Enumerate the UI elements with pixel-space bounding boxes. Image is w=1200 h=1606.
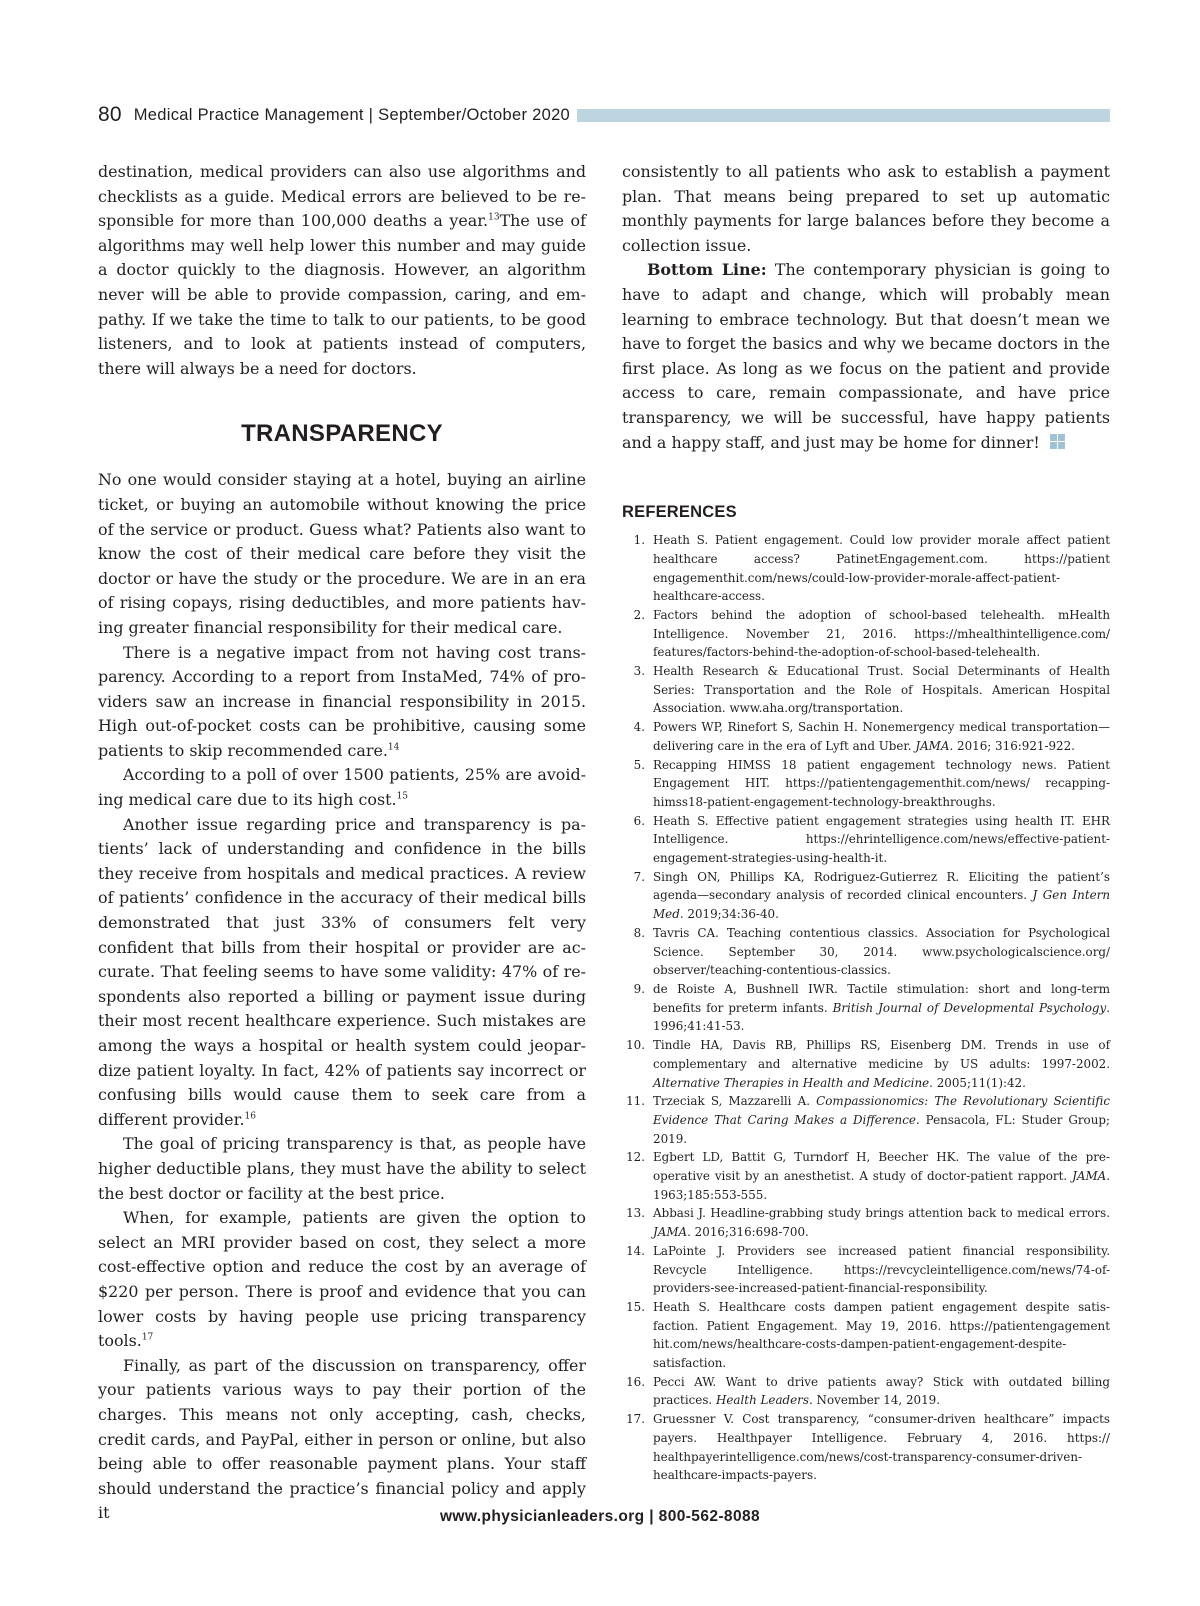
reference-item bbox=[622, 1298, 1110, 1373]
reference-number: 10. bbox=[626, 1038, 645, 1053]
reference-item bbox=[622, 531, 1110, 606]
reference-source-italic: Health Leaders. bbox=[716, 1393, 813, 1408]
reference-item bbox=[622, 1373, 1110, 1410]
reference-number: 1. bbox=[633, 533, 645, 548]
reference-item bbox=[622, 662, 1110, 718]
page-number: 80 bbox=[98, 103, 122, 126]
reference-number: 17. bbox=[626, 1412, 645, 1427]
citation-17: 17 bbox=[141, 1332, 154, 1343]
reference-item bbox=[622, 868, 1110, 924]
reference-text: Health Research & Educational Trust. Social Determinants of Health Series: Transportation and the Role of Hospitals. American Hospital Association. www.aha.org/transportation. bbox=[653, 664, 1110, 716]
reference-item bbox=[622, 718, 1110, 755]
references-heading: REFERENCES bbox=[622, 503, 737, 522]
reference-text: Tavris CA. Teaching contentious classics. Association for Psychological Science. September 30, 2014. www.psychologicalscience.org/ observer/teaching-contentious-classics. bbox=[653, 925, 1110, 978]
section-heading-transparency: TRANSPARENCY bbox=[241, 420, 443, 448]
reference-text: Trzeciak S, Mazzarelli A. Compassionomics: The Revolutionary Scientific Evidence That Caring Makes a Difference. Pensacola, FL: Studer Group; 2019. bbox=[653, 1094, 1110, 1146]
reference-source-italic: Alternative Therapies in Health and Medicine bbox=[653, 1075, 930, 1090]
reference-number: 5. bbox=[633, 757, 645, 772]
header-rule bbox=[577, 109, 1110, 122]
reference-source-italic: Compassionomics: The Revolutionary Scientific Evidence That Caring Makes a Difference. bbox=[653, 1094, 1110, 1127]
reference-text: Singh ON, Phillips KA, Rodriguez-Gutierrez R. Eliciting the patient’s agenda—secondary analysis of recorded clinical encounters. J Gen Intern Med. 2019;34:36-40. bbox=[653, 869, 1110, 922]
paragraph-pricing-goal: The goal of pricing transparency is that, as people have higher deductible plans, they must have the ability to select the best doctor or facility at the best price. bbox=[98, 1134, 586, 1203]
reference-number: 15. bbox=[626, 1299, 645, 1314]
reference-source-italic: JAMA bbox=[915, 738, 950, 753]
reference-item bbox=[622, 812, 1110, 868]
citation-16: 16 bbox=[244, 1111, 256, 1122]
left-column bbox=[98, 160, 586, 1526]
reference-item bbox=[622, 756, 1110, 812]
reference-text: Abbasi J. Headline-grabbing study brings attention back to medical errors. JAMA. 2016;316:698-700. bbox=[653, 1206, 1110, 1240]
reference-text: LaPointe J. Providers see increased patient financial responsibility. Revcycle Intelligence. https://revcycleintelligence.com/news/74-of-providers-see-increased-patient-financial-responsibility. bbox=[653, 1243, 1110, 1296]
reference-source-italic: British Journal of Developmental Psychology bbox=[832, 1000, 1107, 1015]
reference-text: Tindle HA, Davis RB, Phillips RS, Eisenberg DM. Trends in use of complementary and alternative medicine by US adults: 1997-2002. Alternative Therapies in Health and Medicine. 2005;11(1):42. bbox=[653, 1038, 1110, 1090]
paragraph-payment-plan: consistently to all patients who ask to establish a payment plan. That means being prepared to set up automatic monthly payments for large balances before they become a collection issue. bbox=[622, 162, 1110, 255]
reference-source-italic: JAMA bbox=[1072, 1169, 1107, 1184]
reference-text: Egbert LD, Battit G, Turndorf H, Beecher HK. The value of the preoperative visit by an anesthetist. A study of doctor-patient rapport. JAMA. 1963;185:553-555. bbox=[653, 1150, 1110, 1202]
reference-number: 12. bbox=[626, 1150, 645, 1165]
reference-source-italic: J Gen Intern Med bbox=[653, 888, 1110, 922]
reference-text: Heath S. Effective patient engagement strategies using health IT. EHR Intelligence. https://ehrintelligence.com/news/effective-patient-engagement-strategies-using-health-it. bbox=[653, 813, 1110, 866]
reference-text: Factors behind the adoption of school-based telehealth. mHealth Intelligence. November 21, 2016. https://mhealthintelligence.com/ features/factors-behind-the-adoption-of-school-based-telehealth. bbox=[653, 607, 1110, 660]
references-list bbox=[622, 531, 1110, 1485]
reference-number: 14. bbox=[626, 1243, 645, 1258]
paragraph-price-knowledge: No one would consider staying at a hotel, buying an airline ticket, or buying an automobile without knowing the price of the service or product. Guess what? Patients also want to know the cost of their medical care before they visit the doctor or have the study or the procedure. We are in an era of rising copays, rising deductibles, and more patients having greater financial responsibility for their medical care. bbox=[98, 470, 586, 637]
right-column bbox=[622, 160, 1110, 1485]
end-of-article-squares-icon bbox=[1050, 434, 1065, 449]
citation-15: 15 bbox=[396, 791, 409, 802]
reference-number: 8. bbox=[633, 925, 645, 940]
paragraph-mri-example: When, for example, patients are given the option to select an MRI provider based on cost, they select a more cost-effective option and reduce the cost by an average of $220 per person. There is proof and evidence that you can lower costs by having people use pricing transparency tools.$^{17}$ bbox=[98, 1208, 586, 1351]
page-header bbox=[98, 100, 1110, 130]
reference-number: 7. bbox=[633, 869, 645, 884]
citation-14: 14 bbox=[387, 742, 400, 753]
reference-item bbox=[622, 924, 1110, 980]
paragraph-poll: According to a poll of over 1500 patients, 25% are avoiding medical care due to its high cost.$^{15}$ bbox=[98, 765, 586, 810]
reference-item bbox=[622, 1410, 1110, 1485]
reference-text: Recapping HIMSS 18 patient engagement technology news. Patient Engagement HIT. https://patientengagementhit.com/news/ recapping-himss18-patient-engagement-technology-breakthroughs. bbox=[653, 757, 1110, 809]
reference-text: de Roiste A, Bushnell IWR. Tactile stimulation: short and long-term benefits for preterm infants. British Journal of Developmental Psychology. 1996;41:41-53. bbox=[653, 982, 1110, 1034]
journal-title: Medical Practice Management | September/October 2020 bbox=[133, 105, 571, 124]
reference-item bbox=[622, 606, 1110, 662]
page-footer: www.physicianleaders.org | 800-562-8088 bbox=[439, 1508, 761, 1525]
reference-item bbox=[622, 980, 1110, 1036]
reference-number: 6. bbox=[633, 813, 645, 828]
reference-text: Heath S. Patient engagement. Could low provider morale affect patient healthcare access? PatinetEngagement.com. https://patient engagementhit.com/news/could-low-provider-morale-affect-patient-healthcare-access. bbox=[653, 533, 1110, 604]
reference-number: 13. bbox=[626, 1206, 645, 1221]
paragraph-negative-impact: There is a negative impact from not having cost transparency. According to a report from InstaMed, 74% of providers saw an increase in financial responsibility in 2015. High out-of-pocket costs can be prohibitive, causing some patients to skip recommended care.$^{14}$ bbox=[98, 642, 586, 760]
reference-number: 9. bbox=[633, 982, 645, 996]
paragraph-algorithms: destination, medical providers can also use algorithms and checklists as a guide. Medical errors are believed to be responsible for more than 100,000 deaths a year.$^{13}$The use of algorithms may well help lower this number and may guide a doctor quickly to the diagnosis. However, an algorithm never will be able to provide compassion, caring, and empathy. If we take the time to talk to our patients, to be good listeners, and to look at patients instead of computers, there will always be a need for doctors. bbox=[98, 162, 586, 378]
reference-text: Powers WP, Rinefort S, Sachin H. Nonemergency medical transportation—delivering care in the era of Lyft and Uber. JAMA. 2016; 316:921-922. bbox=[653, 720, 1110, 753]
reference-number: 4. bbox=[633, 720, 645, 735]
reference-number: 16. bbox=[626, 1374, 645, 1389]
paragraph-bottom-line: Bottom Line: The contemporary physician is going to have to adapt and change, which will probably mean learning to embrace technology. But that doesn’t mean we have to forget the basics and why we became doctors in the first place. As long as we focus on the patient and provide access to care, remain compassionate, and have price transparency, we will be successful, have happy patients and a happy staff, and just may be home for dinner! bbox=[622, 260, 1110, 452]
reference-item bbox=[622, 1204, 1110, 1241]
reference-item bbox=[622, 1148, 1110, 1204]
reference-text: Pecci AW. Want to drive patients away? Stick with outdated billing practices. Health Leaders. November 14, 2019. bbox=[653, 1374, 1110, 1408]
citation-13: 13 bbox=[488, 212, 500, 223]
reference-text: Heath S. Healthcare costs dampen patient engagement despite satisfaction. Patient Engagement. May 19, 2016. https://patientengagement hit.com/news/healthcare-costs-dampen-patient-engagement-despite-satisfaction. bbox=[653, 1299, 1110, 1371]
reference-text: Gruessner V. Cost transparency, “consumer-driven healthcare” impacts payers. Healthpayer Intelligence. February 4, 2016. https:// healthpayerintelligence.com/news/cost-transparency-consumer-driven-healthcare-impacts-payers. bbox=[653, 1412, 1110, 1483]
reference-source-italic: JAMA bbox=[653, 1225, 688, 1240]
paragraph-billing-confidence: Another issue regarding price and transparency is patients’ lack of understanding and confidence in the bills they receive from hospitals and medical practices. A review of patients’ confidence in the accuracy of their medical bills demonstrated that just 33% of consumers felt very confident that bills from their hospital or provider are accurate. That feeling seems to have some validity: 47% of respondents also reported a billing or payment issue during their most recent healthcare experience. Such mistakes are among the ways a hospital or health system could jeopardize patient loyalty. In fact, 42% of patients say incorrect or confusing bills would cause them to seek care from a different provider.$^{16}$ bbox=[98, 814, 586, 1129]
reference-item bbox=[622, 1092, 1110, 1148]
bottom-line-label: Bottom Line: bbox=[647, 260, 767, 280]
reference-number: 3. bbox=[633, 664, 645, 679]
reference-number: 11. bbox=[626, 1094, 645, 1109]
reference-item bbox=[622, 1036, 1110, 1092]
reference-number: 2. bbox=[633, 607, 645, 622]
paragraph-payment-options: Finally, as part of the discussion on transparency, offer your patients various ways to pay their portion of the charges. This means not only accepting, cash, checks, credit cards, and PayPal, either in person or online, but also being able to offer reasonable payment plans. Your staff should understand the practice’s financial policy and apply it bbox=[98, 1355, 586, 1523]
reference-item bbox=[622, 1242, 1110, 1298]
